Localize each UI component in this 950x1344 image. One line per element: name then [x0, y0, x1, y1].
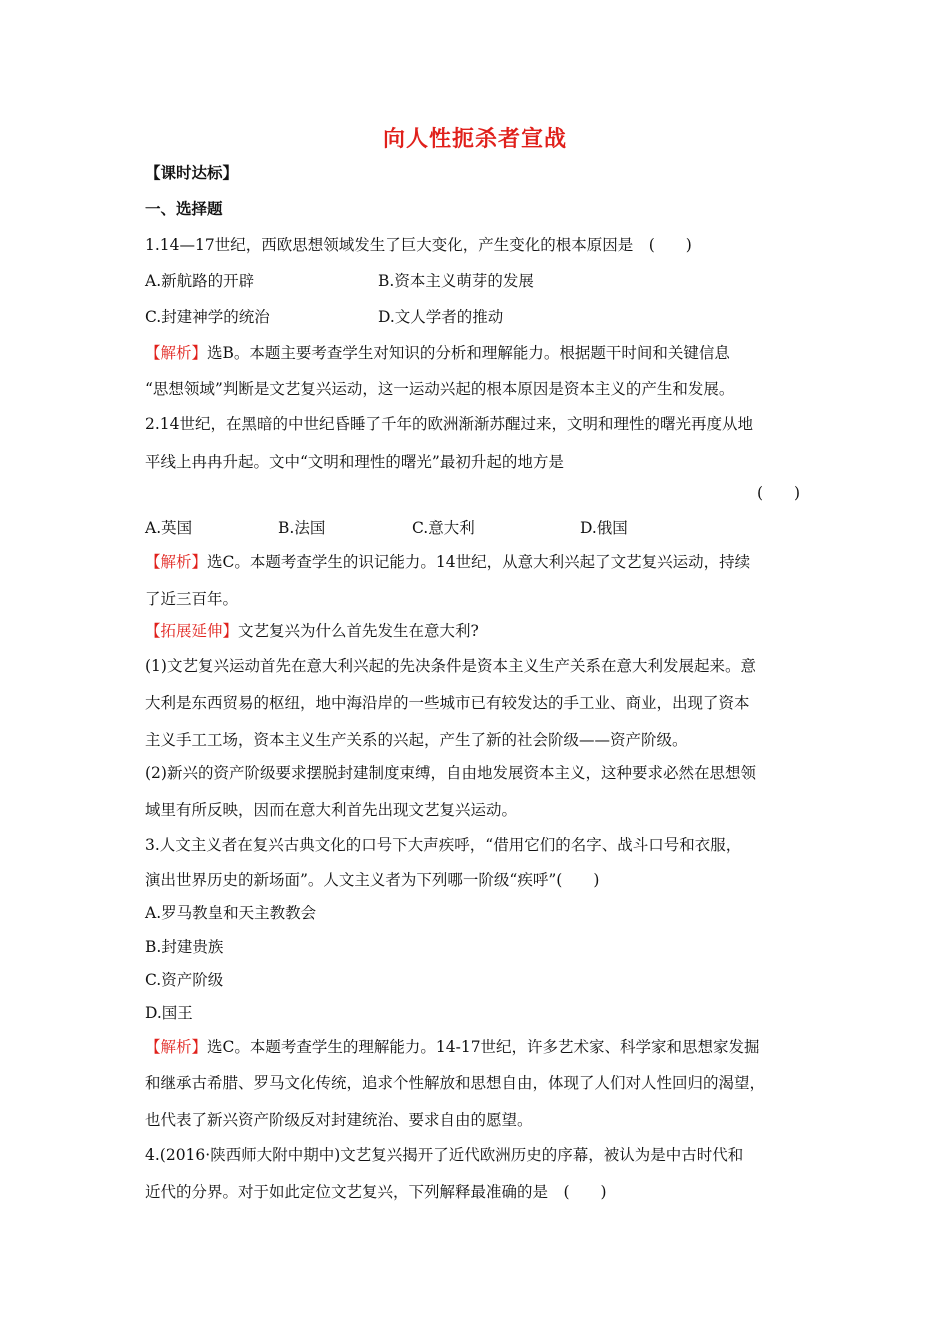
- q3-option-c: C.资产阶级: [145, 971, 224, 989]
- section-heading: 一、选择题: [145, 200, 223, 218]
- q2-extension-line-4: (2)新兴的资产阶级要求摆脱封建制度束缚，自由地发展资本主义，这种要求必然在思想领: [145, 764, 756, 782]
- q1-analysis-tag: 【解析】: [145, 344, 208, 362]
- q2-extension-heading: [145, 621, 479, 641]
- q4-stem-line-2: 近代的分界。对于如此定位文艺复兴，下列解释最准确的是 ( ): [145, 1183, 607, 1201]
- q2-extension-line-3: 主义手工工场，资本主义生产关系的兴起，产生了新的社会阶级——资产阶级。: [145, 731, 688, 749]
- q3-stem-line-2: 演出世界历史的新场面”。人文主义者为下列哪一阶级“疾呼”( ): [145, 871, 600, 889]
- q2-option-d: D.俄国: [580, 519, 628, 537]
- q2-analysis-line-2: 了近三百年。: [145, 590, 239, 608]
- q2-stem-line-1: 2.14世纪，在黑暗的中世纪昏睡了千年的欧洲渐渐苏醒过来，文明和理性的曙光再度从地: [145, 415, 754, 433]
- q2-extension-line-1: (1)文艺复兴运动首先在意大利兴起的先决条件是资本主义生产关系在意大利发展起来。意: [145, 657, 756, 675]
- q3-analysis-line-3: 也代表了新兴资产阶级反对封建统治、要求自由的愿望。: [145, 1111, 533, 1129]
- q1-analysis-line-1: [145, 343, 730, 363]
- q2-stem-line-2: 平线上冉冉升起。文中“文明和理性的曙光”最初升起的地方是: [145, 453, 564, 471]
- q2-analysis-text: 选C。本题考查学生的识记能力。14世纪，从意大利兴起了文艺复兴运动，持续: [207, 553, 751, 571]
- q2-extension-tag: 【拓展延伸】: [145, 622, 239, 640]
- q3-analysis-line-1: [145, 1037, 760, 1057]
- q1-option-a: A.新航路的开辟: [145, 272, 255, 290]
- q3-analysis-tag: 【解析】: [145, 1038, 208, 1056]
- q3-analysis-line-2: 和继承古希腊、罗马文化传统，追求个性解放和思想自由，体现了人们对人性回归的渴望，: [145, 1074, 766, 1092]
- q3-option-a: A.罗马教皇和天主教教会: [145, 904, 317, 922]
- q2-extension-line-5: 域里有所反映，因而在意大利首先出现文艺复兴运动。: [145, 801, 518, 819]
- q3-stem-line-1: 3.人文主义者在复兴古典文化的口号下大声疾呼，“借用它们的名字、战斗口号和衣服，: [145, 836, 742, 854]
- q1-option-d: D.文人学者的推动: [378, 308, 504, 326]
- q2-analysis-line-1: [145, 552, 750, 572]
- q2-extension-question: 文艺复兴为什么首先发生在意大利?: [238, 622, 479, 640]
- q3-option-b: B.封建贵族: [145, 938, 224, 956]
- q1-option-c: C.封建神学的统治: [145, 308, 270, 326]
- q4-stem-line-1: 4.(2016·陕西师大附中期中)文艺复兴揭开了近代欧洲历史的序幕，被认为是中古时代和: [145, 1146, 744, 1164]
- section-tag: 【课时达标】: [145, 164, 239, 182]
- q2-extension-line-2: 大利是东西贸易的枢纽，地中海沿岸的一些城市已有较发达的手工业、商业，出现了资本: [145, 694, 750, 712]
- q2-option-b: B.法国: [278, 519, 326, 537]
- q3-option-d: D.国王: [145, 1004, 193, 1022]
- q2-option-a: A.英国: [145, 519, 193, 537]
- q2-answer-bracket: ( ): [757, 484, 801, 502]
- page-title: 向人性扼杀者宣战: [382, 127, 567, 152]
- q1-analysis-text: 选B。本题主要考查学生对知识的分析和理解能力。根据题干时间和关键信息: [207, 344, 730, 362]
- q1-analysis-line-2: “思想领域”判断是文艺复兴运动，这一运动兴起的根本原因是资本主义的产生和发展。: [145, 380, 735, 398]
- q2-analysis-tag: 【解析】: [145, 553, 208, 571]
- q1-option-b: B.资本主义萌芽的发展: [378, 272, 534, 290]
- q3-analysis-text: 选C。本题考查学生的理解能力。14-17世纪，许多艺术家、科学家和思想家发掘: [207, 1038, 760, 1056]
- q2-option-c: C.意大利: [412, 519, 475, 537]
- q1-stem: 1.14—17世纪，西欧思想领域发生了巨大变化，产生变化的根本原因是 ( ): [145, 236, 692, 254]
